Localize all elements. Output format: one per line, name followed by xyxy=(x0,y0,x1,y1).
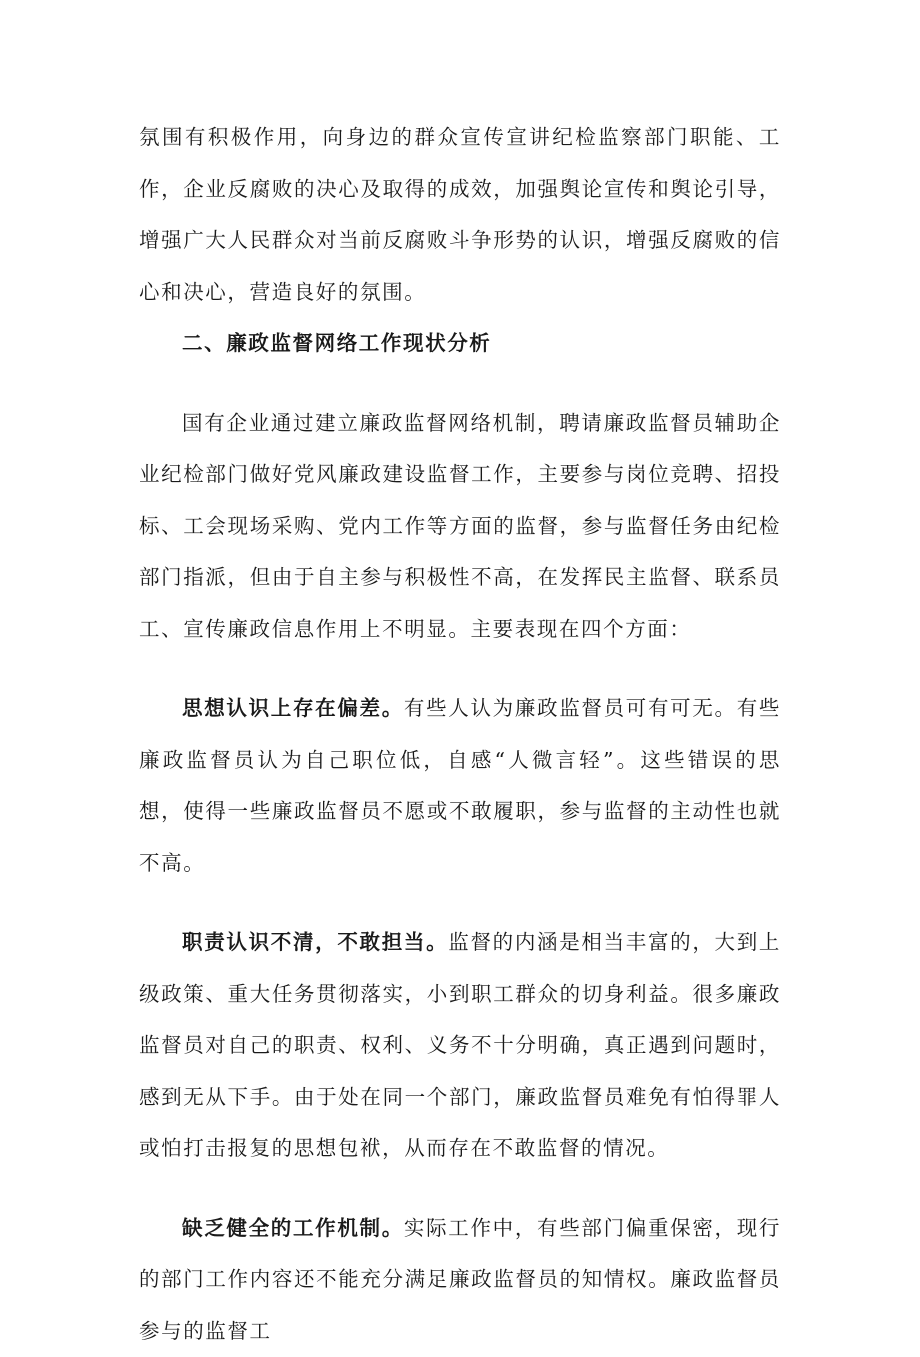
paragraph-work-mechanism xyxy=(139,1203,781,1357)
paragraph-body: 实际工作中，有些部门偏重保密，现行的部门工作内容还不能充分满足廉政监督员的知情权。廉政监督员参与的监督工 xyxy=(139,1216,781,1343)
paragraph-lead: 职责认识不清，不敢担当。 xyxy=(182,930,448,954)
paragraph-lead: 思想认识上存在偏差。 xyxy=(182,696,404,720)
section-heading: 二、廉政监督网络工作现状分析 xyxy=(139,318,781,370)
paragraph-continued: 氛围有积极作用，向身边的群众宣传宣讲纪检监察部门职能、工作，企业反腐败的决心及取得的成效，加强舆论宣传和舆论引导，增强广大人民群众对当前反腐败斗争形势的认识，增强反腐败的信心和决心，营造良好的氛围。 xyxy=(139,112,781,318)
paragraph-body: 监督的内涵是相当丰富的，大到上级政策、重大任务贯彻落实，小到职工群众的切身利益。很多廉政监督员对自己的职责、权利、义务不十分明确，真正遇到问题时，感到无从下手。由于处在同一个部门，廉政监督员难免有怕得罪人或怕打击报复的思想包袱，从而存在不敢监督的情况。 xyxy=(139,930,781,1160)
paragraph-unclear-duties xyxy=(139,917,781,1175)
paragraph-body: 有些人认为廉政监督员可有可无。有些廉政监督员认为自己职位低，自感“人微言轻”。这些错误的思想，使得一些廉政监督员不愿或不敢履职，参与监督的主动性也就不高。 xyxy=(139,696,781,875)
document-page xyxy=(139,112,781,1357)
paragraph-lead: 缺乏健全的工作机制。 xyxy=(182,1216,404,1240)
paragraph-status-analysis: 国有企业通过建立廉政监督网络机制，聘请廉政监督员辅助企业纪检部门做好党风廉政建设监督工作，主要参与岗位竞聘、招投标、工会现场采购、党内工作等方面的监督，参与监督任务由纪检部门指派，但由于自主参与积极性不高，在发挥民主监督、联系员工、宣传廉政信息作用上不明显。主要表现在四个方面： xyxy=(139,398,781,656)
paragraph-ideological-bias xyxy=(139,683,781,889)
